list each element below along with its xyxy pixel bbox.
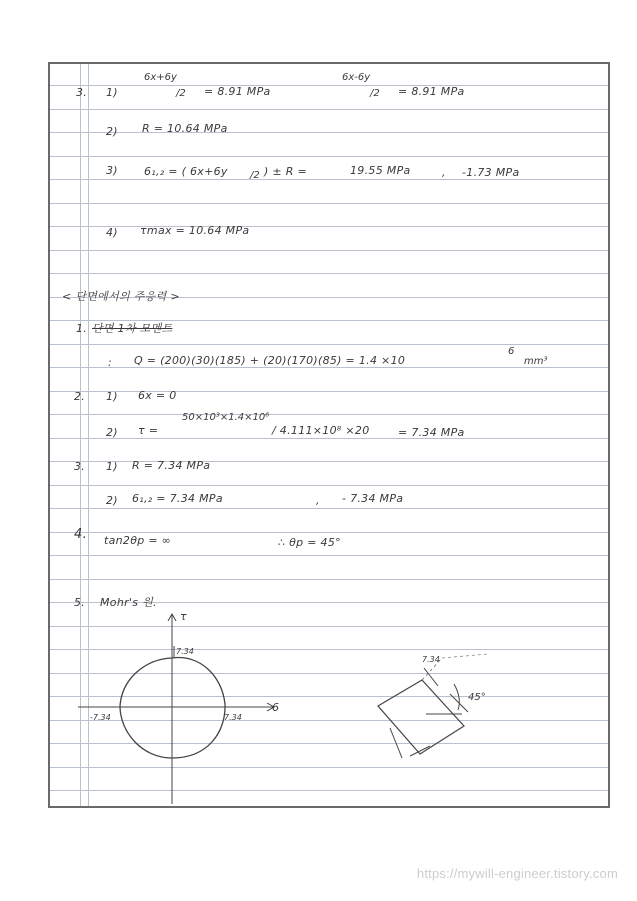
mohr-circle <box>120 658 225 758</box>
item-number: 3. <box>74 460 86 473</box>
sigma-axis-label: 6 <box>272 701 279 714</box>
notebook-page <box>48 62 610 808</box>
first-moment-expression: Q = (200)(30)(185) + (20)(170)(85) = 1.4 ×10 <box>134 354 406 367</box>
tau-value: = 7.34 MPa <box>398 426 465 439</box>
average-stress-value: = 8.91 MPa <box>204 85 271 98</box>
right-point-label: 7.34 <box>224 713 242 722</box>
colon: : <box>108 356 113 369</box>
theta-p-value: ∴ θp = 45° <box>278 536 341 549</box>
section-heading: < 단면에서의 주응력 > <box>62 290 180 303</box>
sigma2-value: -1.73 MPa <box>462 166 520 179</box>
shear-arrow <box>424 668 438 686</box>
item-number: 2. <box>74 390 86 403</box>
principal-stress-lhs: 6₁,₂ = ( 6x+6y <box>144 165 228 178</box>
stress-element <box>378 680 464 754</box>
numerator: 6x+6y <box>144 72 177 83</box>
denominator: /2 <box>250 170 260 181</box>
sub-item-number: 1) <box>106 86 118 99</box>
mohr-title: Mohr's 원. <box>100 596 157 609</box>
half-difference-value: = 8.91 MPa <box>398 85 465 98</box>
sub-item-number: 3) <box>106 164 118 177</box>
item-title: 단면 1차 모멘트 <box>92 322 173 335</box>
exponent: 6 <box>508 346 515 357</box>
item-number: 3. <box>76 86 88 99</box>
tau-denominator: / 4.111×10⁸ ×20 <box>272 424 370 437</box>
tau-numerator: 50×10³×1.4×10⁶ <box>182 412 270 423</box>
watermark-url: https://mywill-engineer.tistory.com <box>416 866 618 881</box>
element-angle-label: 45° <box>468 692 486 703</box>
sigma2-value: - 7.34 MPa <box>342 492 404 505</box>
sub-item-number: 4) <box>106 226 118 239</box>
mohr-circle-sketch <box>50 64 608 806</box>
item-number: 1. <box>76 322 88 335</box>
sub-item-number: 2) <box>106 125 118 138</box>
left-point-label: -7.34 <box>90 713 111 722</box>
numerator: 6x-6y <box>342 72 371 83</box>
separator: , <box>442 166 446 179</box>
separator: , <box>316 494 320 507</box>
item-number: 5. <box>74 596 86 609</box>
unit: mm³ <box>524 356 548 367</box>
radius-value: R = 10.64 MPa <box>142 122 228 135</box>
top-point-label: 7.34 <box>176 647 194 656</box>
sub-item-number: 2) <box>106 494 118 507</box>
tan-expression: tan2θp = ∞ <box>104 534 172 547</box>
denominator: /2 <box>176 88 186 99</box>
sub-item-number: 1) <box>106 460 118 473</box>
principal-stresses: 6₁,₂ = 7.34 MPa <box>132 492 223 505</box>
shear-arrow <box>390 728 402 758</box>
sigma1-value: 19.55 MPa <box>350 164 411 177</box>
reference-line <box>442 654 488 658</box>
angle-arc <box>454 684 459 710</box>
tau-max-value: τmax = 10.64 MPa <box>140 224 250 237</box>
sub-item-number: 1) <box>106 390 118 403</box>
sigma-x-zero: 6x = 0 <box>138 389 177 402</box>
tau-lhs: τ = <box>138 424 159 437</box>
sub-item-number: 2) <box>106 426 118 439</box>
radius-value: R = 7.34 MPa <box>132 459 211 472</box>
item-number: 4. <box>74 527 88 542</box>
denominator: /2 <box>370 88 380 99</box>
element-stress-label: 7.34 <box>422 655 440 664</box>
tau-axis-label: τ <box>180 610 187 623</box>
watermark <box>388 864 624 884</box>
principal-stress-rhs: ) ± R = <box>264 165 307 178</box>
